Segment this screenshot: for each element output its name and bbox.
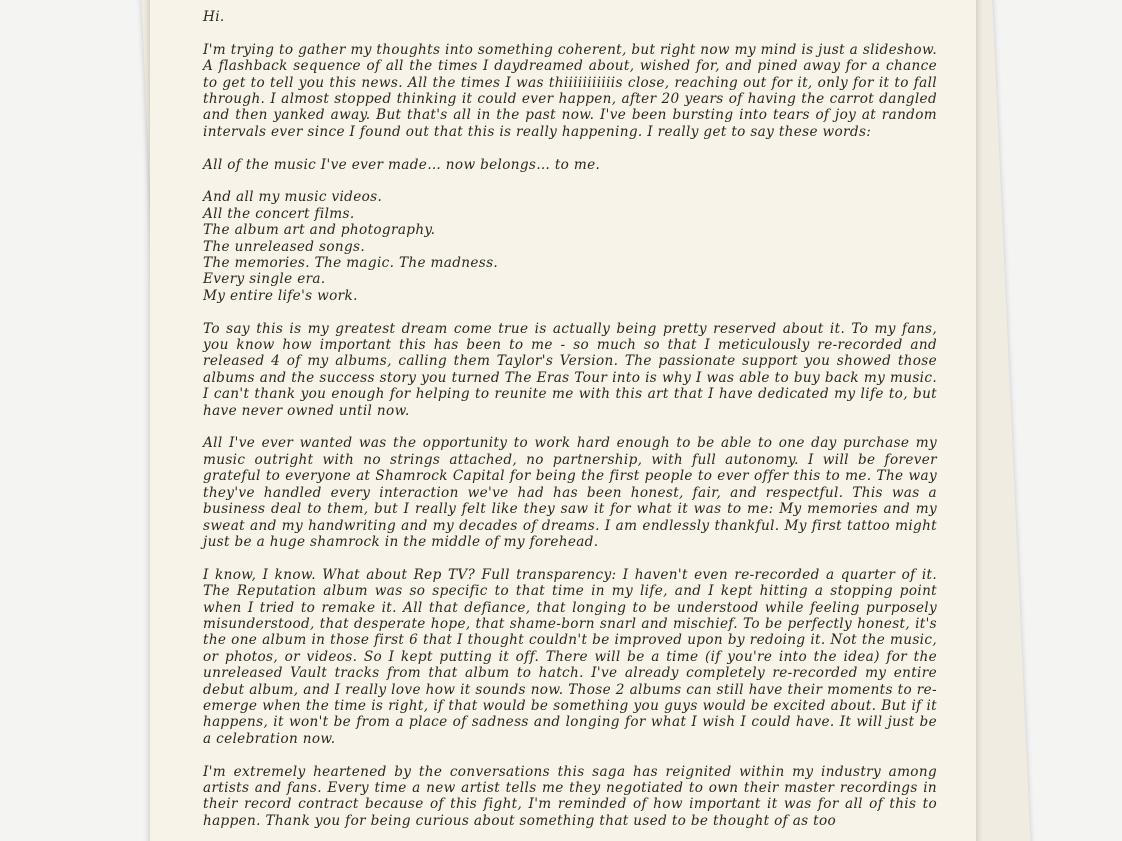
handwritten-letter bbox=[203, 9, 937, 841]
letter-paragraph-3: To say this is my greatest dream come true is actually being pretty reserved about it. To my fans, you know how important this has been to me - so much so that I meticulously re-recorded and released 4 of my albums, calling them Taylor's Version. The passionate support you showed those albums and the success story you turned The Eras Tour into is why I was able to buy back my music. I can't thank you enough for helping to reunite me with this art that I have dedicated my life to, but have never owned until now. bbox=[203, 320, 937, 419]
letter-list-line: The unreleased songs. bbox=[203, 238, 366, 255]
letter-list-line: The album art and photography. bbox=[203, 222, 436, 239]
letter-list-line: My entire life's work. bbox=[203, 287, 358, 304]
letter-list-line: The memories. The magic. The madness. bbox=[203, 255, 499, 272]
letter-paragraph-4: All I've ever wanted was the opportunity to work hard enough to be able to one day purchase my music outright with no strings attached, no partnership, with full autonomy. I will be forever grateful to everyone at Shamrock Capital for being the first people to ever offer this to me. The way they've handled every interaction we've had has been honest, fair, and respectful. This was a business deal to them, but I really felt like they saw it for what it was to me: My memories and my sweat and my handwriting and my decades of dreams. I am endlessly thankful. My first tattoo might just be a huge shamrock in the middle of my forehead. bbox=[203, 435, 937, 550]
letter-paragraph-2: All of the music I've ever made… now belongs… to me. bbox=[203, 156, 601, 173]
letter-list bbox=[203, 189, 937, 304]
letter-paragraph-1: I'm trying to gather my thoughts into something coherent, but right now my mind is just a slideshow. A flashback sequence of all the times I daydreamed about, wished for, and pined away for a chance to get to tell you this news. All the times I was thiiiiiiiiiiis close, reaching out for it, only for it to fall through. I almost stopped thinking it could ever happen, after 20 years of having the carrot dangled and then yanked away. But that's all in the past now. I've been bursting into tears of joy at random intervals ever since I found out that this is really happening. I really get to say these words: bbox=[203, 41, 937, 140]
letter-list-line: And all my music videos. bbox=[203, 189, 383, 206]
letter-paragraph-6: I'm extremely heartened by the conversations this saga has reignited within my industry among artists and fans. Every time a new artist tells me they negotiated to own their master recordings in their record contract because of this fight, I'm reminded of how important it was for all of this to happen. Thank you for being curious about something that used to be thought of as too bbox=[203, 763, 937, 829]
letter-paragraph-5: I know, I know. What about Rep TV? Full transparency: I haven't even re-recorded a quarter of it. The Reputation album was so specific to that time in my life, and I kept hitting a stopping point when I tried to remake it. All that defiance, that longing to be understood while feeling purposely misunderstood, that desperate hope, that shame-born snarl and mischief. To be perfectly honest, it's the one album in those first 6 that I thought couldn't be improved upon by redoing it. Not the music, or photos, or videos. So I kept putting it off. There will be a time (if you're into the idea) for the unreleased Vault tracks from that album to hatch. I've already completely re-recorded my entire debut album, and I really love how it sounds now. Those 2 albums can still have their moments to re-emerge when the time is right, if that would be something you guys would be excited about. But if it happens, it won't be from a place of sadness and longing for what I wish I could have. It will just be a celebration now. bbox=[203, 566, 937, 747]
letter-list-line: Every single era. bbox=[203, 271, 326, 288]
letter-greeting: Hi. bbox=[203, 9, 225, 25]
letter-list-line: All the concert films. bbox=[203, 205, 355, 222]
